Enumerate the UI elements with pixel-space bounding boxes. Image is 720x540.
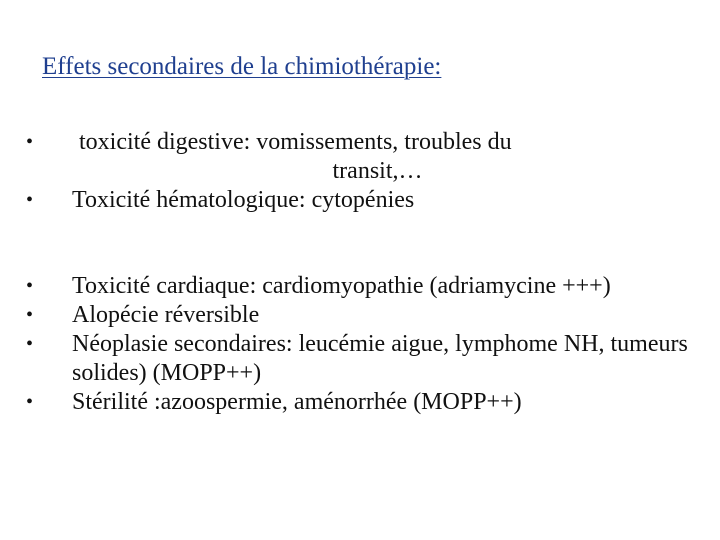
slide-title: Effets secondaires de la chimiothérapie:	[42, 53, 442, 80]
bullet-text-line-2: transit,…	[332, 158, 423, 184]
bullet-text: Toxicité hématologique: cytopénies	[72, 187, 415, 213]
bullet-item	[26, 186, 696, 215]
bullet-item	[26, 301, 696, 330]
bullet-icon: •	[26, 391, 34, 413]
bullet-text: Stérilité :azoospermie, aménorrhée (MOPP++)	[72, 389, 522, 415]
bullet-text: Toxicité cardiaque: cardiomyopathie (adriamycine +++)	[72, 273, 611, 299]
bullet-icon: •	[26, 304, 34, 326]
bullet-text-line-1: toxicité digestive: vomissements, troubles du	[79, 129, 512, 155]
bullet-text: Alopécie réversible	[72, 302, 260, 328]
bullet-item	[26, 272, 696, 301]
bullet-text: Néoplasie secondaires: leucémie aigue, lymphome NH, tumeurs solides) (MOPP++)	[72, 331, 688, 386]
bullet-text	[72, 128, 696, 186]
bullet-list-group-1	[26, 128, 696, 215]
bullet-item	[26, 388, 696, 417]
bullet-list-group-2	[26, 272, 696, 417]
bullet-icon: •	[26, 131, 34, 153]
bullet-icon: •	[26, 275, 34, 297]
bullet-icon: •	[26, 333, 34, 355]
bullet-item	[26, 330, 696, 388]
bullet-icon: •	[26, 189, 34, 211]
bullet-item	[26, 128, 696, 186]
